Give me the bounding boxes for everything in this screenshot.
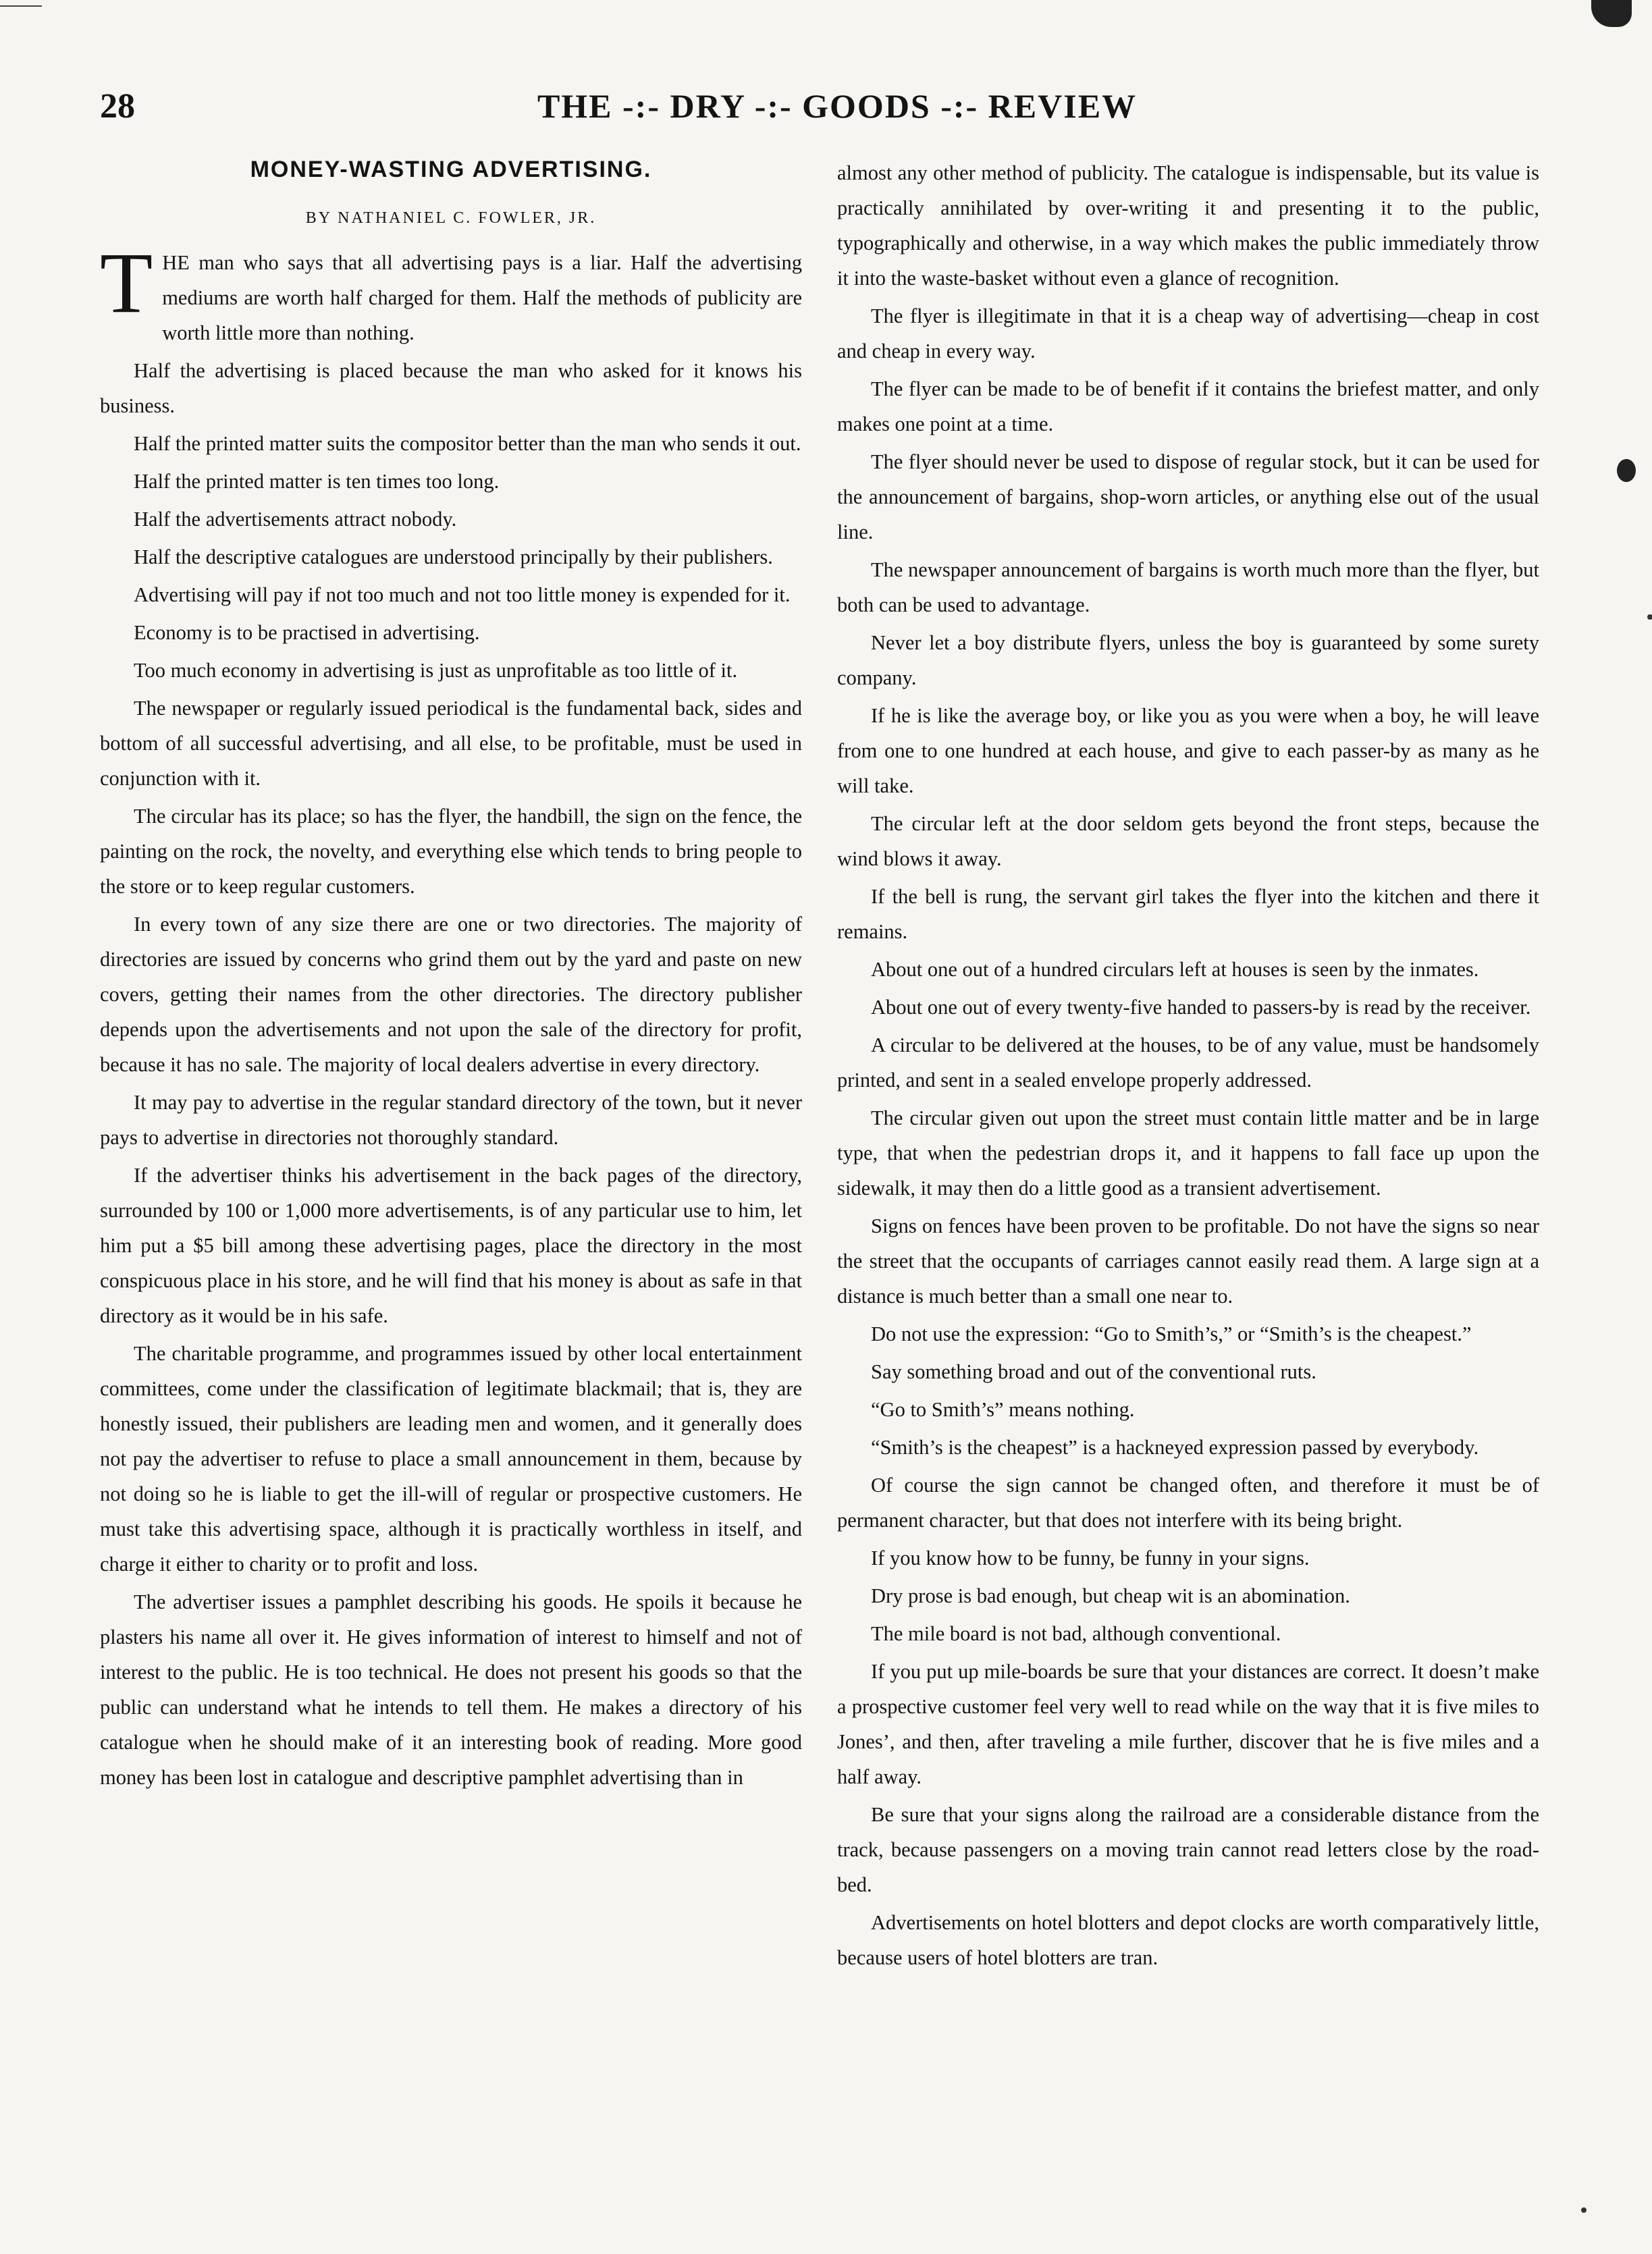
paragraph: The newspaper or regularly issued periodical is the fundamental back, sides and bottom of all successful advertising, and all else, to be profitable, must be used in conjunction with it. [100,697,802,790]
page-header [0,86,1652,140]
scan-blot-mark [1617,459,1636,482]
paragraph: The flyer is illegitimate in that it is a cheap way of advertising—cheap in cost and cheap in every way. [837,304,1539,363]
paragraph: The advertiser issues a pamphlet describing his goods. He spoils it because he plasters his name all over it. He gives information of interest to himself and not of interest to the public. He is too technical. He does not present his goods so that the public can understand what he intends to tell them. He makes a directory of his catalogue when he should make of it an interesting book of reading. More good money has been lost in catalogue and descriptive pamphlet advertising than in [100,1590,802,1789]
running-title: THE -:- DRY -:- GOODS -:- REVIEW [537,87,1138,125]
paragraph: The flyer can be made to be of benefit if it contains the briefest matter, and only makes one point at a time. [837,377,1539,435]
scan-edge-line [0,5,42,7]
scan-speck [1647,614,1652,620]
paragraph: The charitable programme, and programmes issued by other local entertainment committees, come under the classification of legitimate blackmail; that is, they are honestly issued, their publishers are leading men and women, and it generally does not pay the advertiser to refuse to place a small announcement in them, because by not doing so he is liable to get the ill-will of regular or prospective customers. He must take this advertising space, although it is practically worthless in itself, and charge it either to charity or to profit and loss. [100,1342,802,1576]
page-number: 28 [100,87,135,126]
left-paragraphs [100,353,802,1795]
scan-speck [1581,2207,1587,2213]
paragraph: The newspaper announcement of bargains is worth much more than the flyer, but both can be used to advantage. [837,558,1540,616]
drop-cap: T [100,235,153,331]
paragraph: If the bell is rung, the servant girl takes the flyer into the kitchen and there it remains. [837,885,1539,943]
opening-paragraph [100,235,802,350]
paragraph: Economy is to be practised in advertising. [134,621,480,644]
paragraph: Advertisements on hotel blotters and depot clocks are worth comparatively little, because users of hotel blotters are tran. [837,1911,1539,1969]
scan-blot-mark [1591,0,1632,27]
paragraph: About one out of every twenty-five handed to passers-by is read by the receiver. [871,996,1531,1019]
paragraph: Too much economy in advertising is just as unprofitable as too little of it. [134,659,738,682]
paragraph: Half the advertising is placed because the man who asked for it knows his business. [100,359,802,417]
paragraph: A circular to be delivered at the houses, to be of any value, must be handsomely printed, and sent in a sealed envelope properly addressed. [837,1034,1539,1092]
paragraph: “Smith’s is the cheapest” is a hackneyed expression passed by everybody. [871,1436,1479,1459]
paragraph: Half the advertisements attract nobody. [134,508,457,531]
paragraph: Dry prose is bad enough, but cheap wit is an abomination. [871,1584,1350,1607]
paragraph: In every town of any size there are one or two directories. The majority of directories are issued by concerns who grind them out by the yard and paste on new covers, getting their names from the other directories. The directory publisher depends upon the advertisements and not upon the sale of the directory for profit, because it has no sale. The majority of local dealers advertise in every directory. [100,913,802,1076]
opening-smallcaps: HE [162,251,190,274]
paragraph: The mile board is not bad, although conventional. [871,1622,1281,1645]
paragraph: The circular given out upon the street must contain little matter and be in large type, that when the pedestrian drops it, and it happens to fall face up upon the sidewalk, it may then do a little good as a transient advertisement. [837,1106,1539,1200]
right-column [837,155,1539,1978]
paragraph: Signs on fences have been proven to be profitable. Do not have the signs so near the street that the occupants of carriages cannot easily read them. A large sign at a distance is much better than a small one near to. [837,1214,1539,1308]
paragraph: Do not use the expression: “Go to Smith’s,” or “Smith’s is the cheapest.” [871,1322,1472,1345]
paragraph: Be sure that your signs along the railroad are a considerable distance from the track, because passengers on a moving train cannot read letters close by the road-bed. [837,1803,1539,1896]
left-column [100,152,802,1798]
paragraph: The flyer should never be used to dispose of regular stock, but it can be used for the announcement of bargains, shop-worn articles, or anything else out of the usual line. [837,450,1539,543]
right-paragraphs [837,298,1539,1975]
paragraph: “Go to Smith’s” means nothing. [871,1398,1135,1421]
paragraph: Advertising will pay if not too much and not too little money is expended for it. [134,583,791,606]
paragraph: Say something broad and out of the conventional ruts. [871,1360,1316,1383]
paragraph: If he is like the average boy, or like you as you were when a boy, he will leave from one to one hundred at each house, and give to each passer-by as many as he will take. [837,704,1539,797]
paragraph: Half the printed matter suits the compositor better than the man who sends it out. [134,432,801,455]
paragraph: The circular left at the door seldom gets beyond the front steps, because the wind blows it away. [837,812,1539,870]
paragraph: The circular has its place; so has the flyer, the handbill, the sign on the fence, the painting on the rock, the novelty, and everything else which tends to bring people to the store or to keep regular customers. [100,805,802,898]
paragraph: Never let a boy distribute flyers, unless the boy is guaranteed by some surety company. [837,631,1539,689]
paragraph: If you put up mile-boards be sure that your distances are correct. It doesn’t make a prospective customer feel very well to read while on the way that it is five miles to Jones’, and then, after traveling a mile further, discover that he is five miles and a half away. [837,1660,1539,1788]
article-title: MONEY-WASTING ADVERTISING. [250,157,652,182]
paragraph: It may pay to advertise in the regular standard directory of the town, but it never pays to advertise in directories not thoroughly standard. [100,1091,802,1149]
opening-text: man who says that all advertising pays is a liar. Half the advertising mediums are worth half charged for them. Half the methods of publicity are worth little more than nothing. [162,251,802,344]
paragraph: About one out of a hundred circulars left at houses is seen by the inmates. [871,958,1479,981]
paragraph: Of course the sign cannot be changed often, and therefore it must be of permanent character, but that does not interfere with its being bright. [837,1474,1539,1532]
article-byline: BY NATHANIEL C. FOWLER, JR. [305,209,597,227]
paragraph: If you know how to be funny, be funny in your signs. [871,1547,1310,1569]
paragraph: Half the descriptive catalogues are understood principally by their publishers. [134,545,773,568]
continuation-paragraph: almost any other method of publicity. The catalogue is indispensable, but its value is practically annihilated by over-writing it and presenting it to the public, typographically and otherwise, in a way which makes the public immediately throw it into the waste-basket without even a glance of recognition. [837,161,1539,290]
paragraph: If the advertiser thinks his advertisement in the back pages of the directory, surrounded by 100 or 1,000 more advertisements, is of any particular use to him, let him put a $5 bill among these advertising pages, place the directory in the most conspicuous place in his store, and he will find that his money is about as safe in that directory as it would be in his safe. [100,1164,802,1327]
paragraph: Half the printed matter is ten times too long. [134,470,500,493]
